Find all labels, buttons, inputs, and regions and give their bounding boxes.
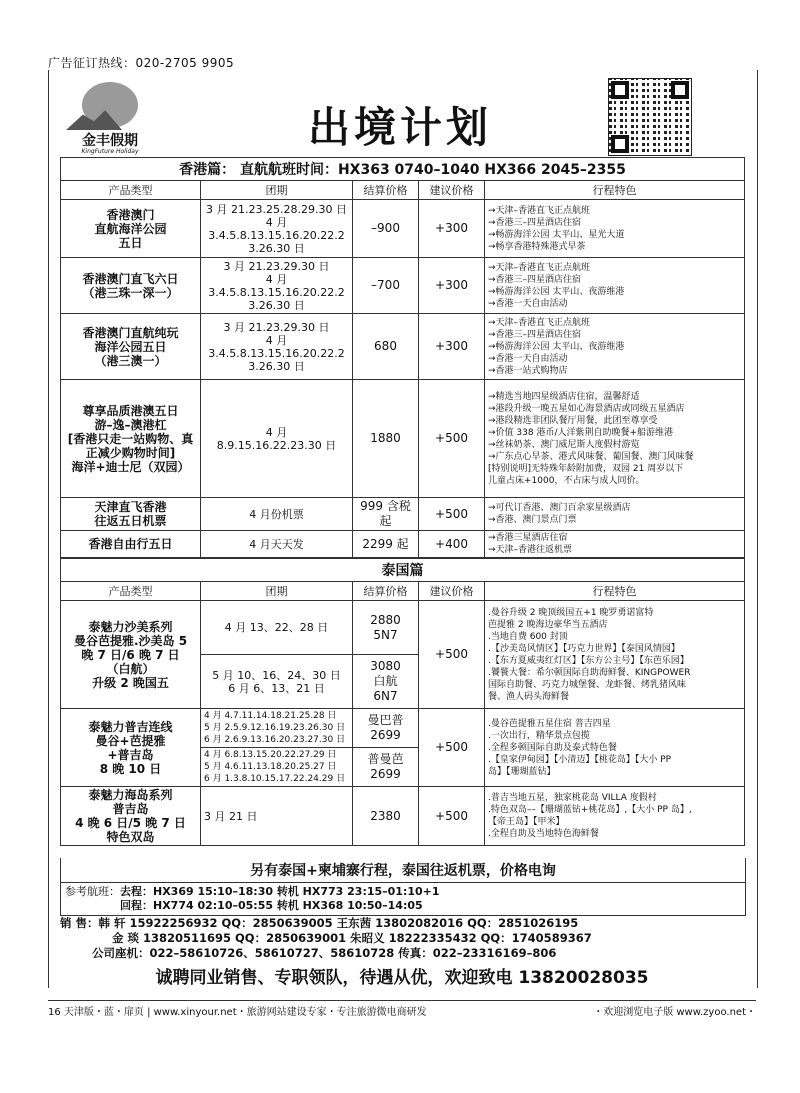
product-name-line: 天津直飞香港 bbox=[94, 500, 167, 514]
date-line: 4 月 4.7.11.14.18.21.25.28 日 bbox=[204, 711, 337, 721]
product-name-line: 晚 7 日/6 晚 7 日 bbox=[81, 647, 180, 662]
table-row bbox=[61, 709, 745, 748]
feature-line: 【帝王岛】【甲米】 bbox=[488, 817, 565, 827]
product-name bbox=[61, 498, 201, 531]
product-name-line: （港三珠一深一） bbox=[82, 285, 179, 300]
date-line: 3 月 21 日 bbox=[204, 809, 258, 823]
feature-line: →港段升级一晚五星如心海景酒店或同级五星酒店 bbox=[488, 403, 685, 414]
date-line: 4 月 bbox=[265, 272, 288, 286]
feature-line: .饕餮大餐：希尔顿国际自助海鲜餐、KINGPOWER bbox=[488, 667, 691, 678]
notice-text: 另有泰国+柬埔寨行程，泰国往返机票，价格电询 bbox=[61, 858, 745, 883]
feature-line: →天津–香港直飞正点航班 bbox=[488, 205, 591, 216]
features bbox=[485, 601, 745, 709]
date-line: 8.9.15.16.22.23.30 日 bbox=[216, 438, 337, 452]
suggest-price: +500 bbox=[419, 380, 485, 498]
table-row bbox=[61, 258, 745, 314]
qr-code-icon bbox=[608, 78, 692, 156]
product-name-line: 泰魅力普吉连线 bbox=[88, 719, 173, 734]
feature-line: →可代订香港、澳门百余家星级酒店 bbox=[488, 503, 631, 513]
footer-right: ・欢迎浏览电子版 www.zyoo.net・ bbox=[593, 1007, 756, 1018]
feature-line: .普吉当地五星，独家桃花岛 VILLA 度假村 bbox=[488, 793, 657, 803]
product-name bbox=[61, 601, 201, 709]
feature-line: 餐、渔人码头海鲜餐 bbox=[488, 691, 570, 702]
suggest-price: +400 bbox=[419, 531, 485, 558]
price-line: 2699 bbox=[370, 767, 401, 781]
suggest-price: +300 bbox=[419, 258, 485, 314]
thailand-table bbox=[60, 558, 745, 846]
product-name-line: 曼谷+芭提雅 bbox=[95, 733, 166, 748]
product-name bbox=[61, 531, 201, 558]
tour-dates bbox=[201, 709, 353, 748]
feature-line: .【沙美岛风情区】【巧克力世界】【泰国风情园】 bbox=[488, 643, 680, 654]
suggest-price: +500 bbox=[419, 498, 485, 531]
product-name-line: 尊享品质港澳五日 bbox=[82, 403, 179, 418]
feature-line: .全程自助及当地特色海鲜餐 bbox=[488, 829, 599, 839]
feature-line: .特色双岛––【珊瑚蓝钻+桃花岛】,【大小 PP 岛】, bbox=[488, 805, 692, 815]
ad-hotline: 广告征订热线：020-2705 9905 bbox=[48, 56, 235, 70]
feature-line: →天津–香港直飞正点航班 bbox=[488, 317, 591, 328]
product-name bbox=[61, 709, 201, 787]
table-row bbox=[61, 498, 745, 531]
feature-line: →香港一站式购物店 bbox=[488, 365, 568, 376]
product-name-line: 8 晚 10 日 bbox=[99, 761, 162, 776]
tour-dates bbox=[201, 200, 353, 258]
feature-line: →香港、澳门景点门票 bbox=[488, 515, 577, 525]
logo-brand: 金丰假期 bbox=[82, 133, 138, 149]
date-line: 4 月 bbox=[265, 333, 288, 347]
date-line: 3.26.30 日 bbox=[248, 298, 305, 312]
column-header: 结算价格 bbox=[353, 582, 419, 601]
flight-outbound: 去程：HX369 15:10–18:30 转机 HX773 23:15–01:10+1 bbox=[120, 885, 440, 898]
date-line: 4 月 bbox=[265, 425, 288, 439]
suggest-price: +500 bbox=[419, 709, 485, 787]
price-line: 6N7 bbox=[373, 689, 398, 703]
suggest-price: +300 bbox=[419, 314, 485, 380]
date-line: 3.4.5.8.13.15.16.20.22.2 bbox=[208, 285, 345, 299]
feature-line: →香港三–四星酒店住宿 bbox=[488, 274, 582, 285]
date-line: 3.26.30 日 bbox=[248, 359, 305, 373]
tour-dates bbox=[201, 314, 353, 380]
column-header: 建议价格 bbox=[419, 582, 485, 601]
product-name-line: 往返五日机票 bbox=[94, 514, 167, 528]
date-line: 4 月份机票 bbox=[249, 507, 304, 521]
features bbox=[485, 380, 745, 498]
price-line: 曼巴普 bbox=[367, 713, 404, 727]
date-line: 6 月 6、13、21 日 bbox=[228, 681, 325, 695]
price-line: 白航 bbox=[373, 674, 398, 688]
date-line: 3.4.5.8.13.15.16.20.22.2 bbox=[208, 228, 345, 242]
product-name-line: [香港只走一站购物、真 bbox=[67, 431, 194, 446]
settle-price: –700 bbox=[353, 258, 419, 314]
date-line: 5 月 4.6.11.13.18.20.25.27 日 bbox=[204, 762, 337, 772]
product-name-line: +普吉岛 bbox=[107, 747, 154, 762]
table-row bbox=[61, 314, 745, 380]
flights-label: 参考航班： bbox=[65, 885, 120, 898]
product-name-line: 直航海洋公园 bbox=[94, 221, 167, 236]
sales-line-1: 销 售：韩 轩 15922256932 QQ：2850639005 王东茜 13802082016 QQ：2851026195 bbox=[60, 916, 579, 930]
feature-line: .曼谷芭提雅五星住宿 普吉四星 bbox=[488, 718, 611, 729]
date-line: 3.4.5.8.13.15.16.20.22.2 bbox=[208, 346, 345, 360]
date-line: 3.26.30 日 bbox=[248, 241, 305, 255]
table-row bbox=[61, 380, 745, 498]
column-header: 团期 bbox=[201, 181, 353, 200]
tour-dates bbox=[201, 748, 353, 787]
settle-price: –900 bbox=[353, 200, 419, 258]
feature-line: .一次出行，精华景点包揽 bbox=[488, 730, 590, 741]
feature-line: →香港一天自由活动 bbox=[488, 298, 568, 309]
product-name-line: 五日 bbox=[118, 235, 143, 250]
features bbox=[485, 709, 745, 787]
product-name-line: 海洋公园五日 bbox=[94, 339, 167, 354]
price-line: 2699 bbox=[370, 728, 401, 742]
settle-price bbox=[353, 655, 419, 709]
price-line: 5N7 bbox=[373, 627, 398, 642]
product-name-line: 泰魅力沙美系列 bbox=[88, 619, 173, 634]
features bbox=[485, 314, 745, 380]
settle-price: 680 bbox=[353, 314, 419, 380]
feature-line: →广东点心早茶、港式风味餐、葡国餐、澳门风味餐 bbox=[488, 451, 694, 462]
footer-left: 16 天津版・蓝・扉页 | www.xinyour.net・旅游网站建设专家・专注旅游微电商研发 bbox=[48, 1007, 427, 1018]
features bbox=[485, 200, 745, 258]
price-line: 3080 bbox=[370, 659, 401, 673]
date-line: 3 月 21.23.25.28.29.30 日 bbox=[206, 202, 347, 216]
sales-contacts bbox=[60, 916, 744, 988]
features bbox=[485, 258, 745, 314]
feature-line: →畅享香港特殊港式早茶 bbox=[488, 241, 586, 252]
feature-line: 芭提雅 2 晚海边豪华当五酒店 bbox=[488, 619, 608, 630]
reference-flights bbox=[61, 883, 745, 915]
feature-line: →香港三–四星酒店住宿 bbox=[488, 329, 582, 340]
features bbox=[485, 787, 745, 846]
suggest-price: +500 bbox=[419, 601, 485, 709]
product-name bbox=[61, 258, 201, 314]
product-name-line: 香港自由行五日 bbox=[88, 537, 173, 551]
thailand-section-header: 泰国篇 bbox=[61, 559, 745, 582]
column-header: 产品类型 bbox=[61, 582, 201, 601]
settle-price: 1880 bbox=[353, 380, 419, 498]
feature-line: →畅游海洋公园 太平山、星光大道 bbox=[488, 229, 625, 240]
feature-line: →香港一天自由活动 bbox=[488, 353, 568, 364]
feature-line: 儿童占床+1000，不占床与成人同价。 bbox=[488, 475, 645, 486]
feature-line: →丝袜奶茶、澳门威尼斯人度假村游览 bbox=[488, 439, 640, 450]
settle-price: 2380 bbox=[353, 787, 419, 846]
product-name-line: 升级 2 晚国五 bbox=[92, 675, 169, 690]
feature-line: →价值 338 港币/人洋紫荆自助晚餐+船游维港 bbox=[488, 427, 674, 438]
product-name bbox=[61, 380, 201, 498]
settle-price bbox=[353, 709, 419, 748]
product-name bbox=[61, 314, 201, 380]
date-line: 5 月 2.5.9.12.16.19.23.26.30 日 bbox=[204, 723, 346, 733]
feature-line: .当地自费 600 封顶 bbox=[488, 631, 568, 642]
recruit-banner: 诚聘同业销售、专职领队，待遇从优，欢迎致电 13820028035 bbox=[155, 968, 649, 988]
column-header: 结算价格 bbox=[353, 181, 419, 200]
company-logo bbox=[66, 78, 154, 158]
product-name-line: 4 晚 6 日/5 晚 7 日 bbox=[75, 816, 186, 830]
suggest-price: +500 bbox=[419, 787, 485, 846]
price-line: 普曼芭 bbox=[367, 752, 404, 766]
product-name-line: 香港澳门 bbox=[106, 207, 155, 222]
tour-dates bbox=[201, 531, 353, 558]
date-line: 5 月 10、16、24、30 日 bbox=[212, 668, 341, 682]
hongkong-table bbox=[60, 157, 745, 558]
product-name-line: （白航） bbox=[106, 661, 155, 676]
column-header: 团期 bbox=[201, 582, 353, 601]
product-name-line: 曼谷芭提雅.沙美岛 5 bbox=[73, 633, 188, 648]
feature-line: 岛】【珊瑚蓝钻】 bbox=[488, 766, 556, 777]
hongkong-section-header: 香港篇： 直航航班时间：HX363 0740–1040 HX366 2045–2355 bbox=[61, 158, 745, 181]
feature-line: .曼谷升级 2 晚顶级国五+1 晚罗勇诺富特 bbox=[488, 607, 654, 618]
feature-line: →畅游海洋公园 太平山、夜游维港 bbox=[488, 341, 625, 352]
product-name-line: 普吉岛 bbox=[112, 802, 149, 816]
tour-dates bbox=[201, 498, 353, 531]
tour-dates bbox=[201, 787, 353, 846]
date-line: 4 月 6.8.13.15.20.22.27.29 日 bbox=[204, 750, 337, 760]
feature-line: →港段精选非团队餐厅用餐，此团至尊享受 bbox=[488, 415, 658, 426]
column-header: 行程特色 bbox=[485, 181, 745, 200]
table-row bbox=[61, 787, 745, 846]
column-header: 建议价格 bbox=[419, 181, 485, 200]
feature-line: .全程多顿国际自助及泰式特色餐 bbox=[488, 742, 617, 753]
settle-price: 2299 起 bbox=[353, 531, 419, 558]
product-name-line: （港三澳一） bbox=[94, 353, 167, 368]
table-row bbox=[61, 531, 745, 558]
feature-line: .【皇家伊甸园】【小清迈】【桃花岛】【大小 PP bbox=[488, 754, 672, 765]
price-line: 2880 bbox=[370, 612, 401, 627]
date-line: 3 月 21.23.29.30 日 bbox=[223, 320, 330, 334]
logo-subtitle: KingFuture Holiday bbox=[81, 148, 139, 155]
product-name-line: 正减少购物时间] bbox=[85, 445, 176, 460]
feature-line: →香港三–四星酒店住宿 bbox=[488, 217, 582, 228]
tour-dates bbox=[201, 601, 353, 655]
product-name-line: 香港澳门直飞六日 bbox=[82, 271, 179, 286]
product-name bbox=[61, 200, 201, 258]
table-row bbox=[61, 601, 745, 655]
thailand-column-headers bbox=[61, 582, 745, 601]
date-line: 4 月 bbox=[265, 215, 288, 229]
features bbox=[485, 498, 745, 531]
suggest-price: +300 bbox=[419, 200, 485, 258]
feature-line: →香港三星酒店住宿 bbox=[488, 533, 568, 543]
feature-line: →畅游海洋公园 太平山、夜游维港 bbox=[488, 286, 625, 297]
date-line: 3 月 21.23.29.30 日 bbox=[223, 259, 330, 273]
page-footer bbox=[48, 1000, 756, 1018]
date-line: 6 月 2.6.9.13.16.20.23.27.30 日 bbox=[204, 735, 346, 745]
product-name-line: 泰魅力海岛系列 bbox=[88, 788, 173, 802]
settle-price bbox=[353, 601, 419, 655]
feature-line: →天津–香港直飞正点航班 bbox=[488, 262, 591, 273]
product-name-line: 游–逸–澳港杠 bbox=[94, 417, 167, 432]
settle-price bbox=[353, 748, 419, 787]
feature-line: .【东方夏威夷红灯区】【东方公主号】【东芭乐园】 bbox=[488, 655, 689, 666]
feature-line: 国际自助餐、巧克力城堡餐、龙虾餐、烤乳猪风味 bbox=[488, 679, 687, 690]
tour-dates bbox=[201, 258, 353, 314]
settle-price: 999 含税起 bbox=[353, 498, 419, 531]
product-name-line: 香港澳门直航纯玩 bbox=[82, 325, 179, 340]
product-name-line: 海洋+迪士尼（双园） bbox=[71, 459, 190, 474]
sales-line-2: 金 琰 13820511695 QQ：2850639001 朱昭义 18222335432 QQ：1740589367 bbox=[112, 931, 592, 945]
feature-line: →天津–香港往返机票 bbox=[488, 545, 573, 555]
product-name bbox=[61, 787, 201, 846]
flight-return: 回程：HX774 02:10–05:55 转机 HX368 10:50–14:05 bbox=[120, 899, 423, 912]
column-header: 行程特色 bbox=[485, 582, 745, 601]
page-title: 出境计划 bbox=[307, 103, 492, 152]
date-line: 6 月 1.3.8.10.15.17.22.24.29 日 bbox=[204, 774, 346, 784]
tour-dates bbox=[201, 655, 353, 709]
table-row bbox=[61, 200, 745, 258]
notice-flights-box bbox=[60, 858, 746, 916]
feature-line: [特别说明]无特殊年龄附加费，双园 21 周岁以下 bbox=[488, 463, 684, 474]
feature-line: →精选当地四星级酒店住宿，温馨舒适 bbox=[488, 391, 640, 402]
date-line: 4 月天天发 bbox=[249, 537, 304, 551]
column-header: 产品类型 bbox=[61, 181, 201, 200]
features bbox=[485, 531, 745, 558]
company-phone: 公司座机：022–58610726、58610727、58610728 传真：022–23316169–806 bbox=[92, 946, 557, 960]
tour-dates bbox=[201, 380, 353, 498]
hongkong-column-headers bbox=[61, 181, 745, 200]
product-name-line: 特色双岛 bbox=[106, 830, 155, 844]
date-line: 4 月 13、22、28 日 bbox=[224, 621, 329, 634]
